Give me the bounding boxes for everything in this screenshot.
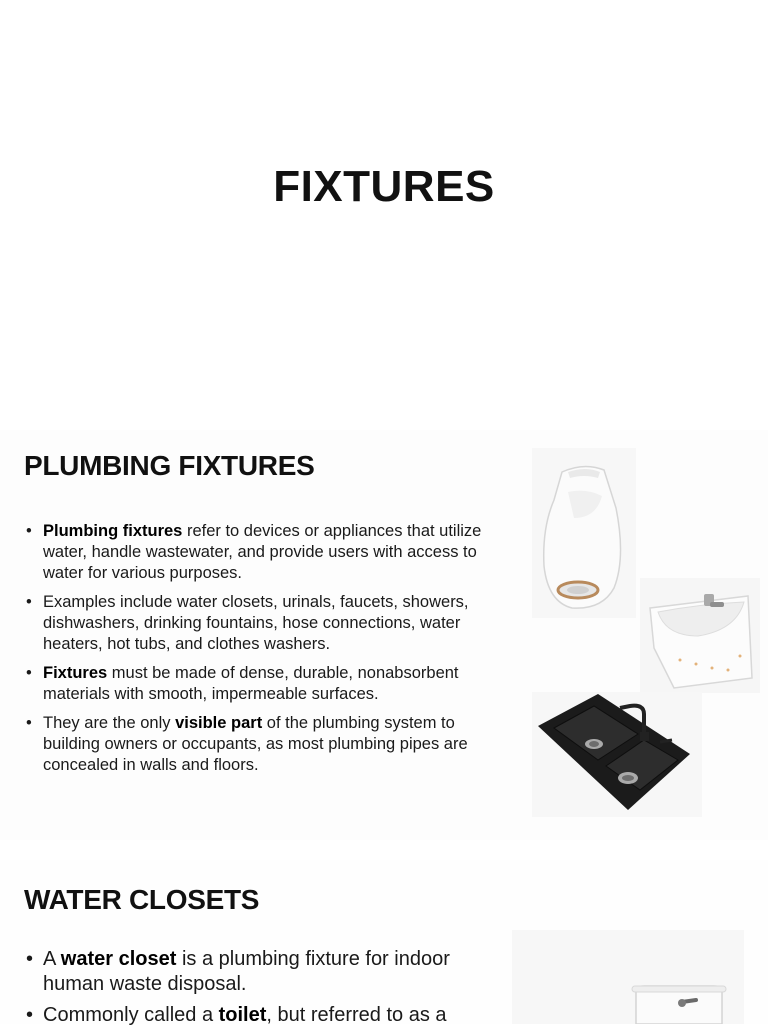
- water-closets-list: [26, 947, 496, 1034]
- plumbing-fixtures-list: [26, 521, 516, 784]
- list-item: [26, 663, 516, 705]
- item-text: refer to devices or appliances that utilize water, handle wastewater, and provide users with access to water for various purposes.: [43, 522, 482, 582]
- bold-term: water closet: [60, 948, 177, 970]
- bold-term: Plumbing fixtures: [43, 522, 183, 540]
- wall-sink-image: [640, 578, 760, 693]
- water-closets-heading: WATER CLOSETS: [24, 884, 260, 915]
- item-text: A: [43, 948, 61, 970]
- list-item: [26, 521, 516, 584]
- bold-term: toilet: [218, 1004, 267, 1026]
- plumbing-fixtures-slide: [0, 430, 768, 840]
- list-item: [26, 592, 516, 655]
- item-text: Commonly called a: [43, 1004, 219, 1026]
- bold-term: visible part: [175, 714, 263, 732]
- list-item: [26, 1003, 496, 1028]
- list-item: [26, 713, 516, 776]
- toilet-image: [512, 930, 744, 1024]
- list-item: [26, 947, 496, 997]
- bold-term: Fixtures: [43, 664, 108, 682]
- item-text: , but referred to as a: [266, 1004, 447, 1026]
- plumbing-fixtures-heading: PLUMBING FIXTURES: [24, 450, 315, 481]
- item-text: of the plumbing system to building owners or occupants, as most plumbing pipes are concealed in walls and floors.: [43, 714, 468, 774]
- page-title: FIXTURES: [273, 162, 495, 211]
- item-text: They are the only: [43, 714, 176, 732]
- item-text: is a plumbing fixture for indoor human waste disposal.: [43, 948, 450, 995]
- urinal-image: [532, 448, 636, 618]
- item-text: must be made of dense, durable, nonabsorbent materials with smooth, impermeable surfaces.: [43, 664, 459, 703]
- water-closets-slide: [0, 860, 768, 1024]
- kitchen-sink-image: [532, 692, 702, 817]
- title-slide: [0, 0, 768, 420]
- item-text: Examples include water closets, urinals, faucets, showers, dishwashers, drinking fountains, hose connections, water heaters, hot tubs, and clothes washers.: [43, 593, 469, 653]
